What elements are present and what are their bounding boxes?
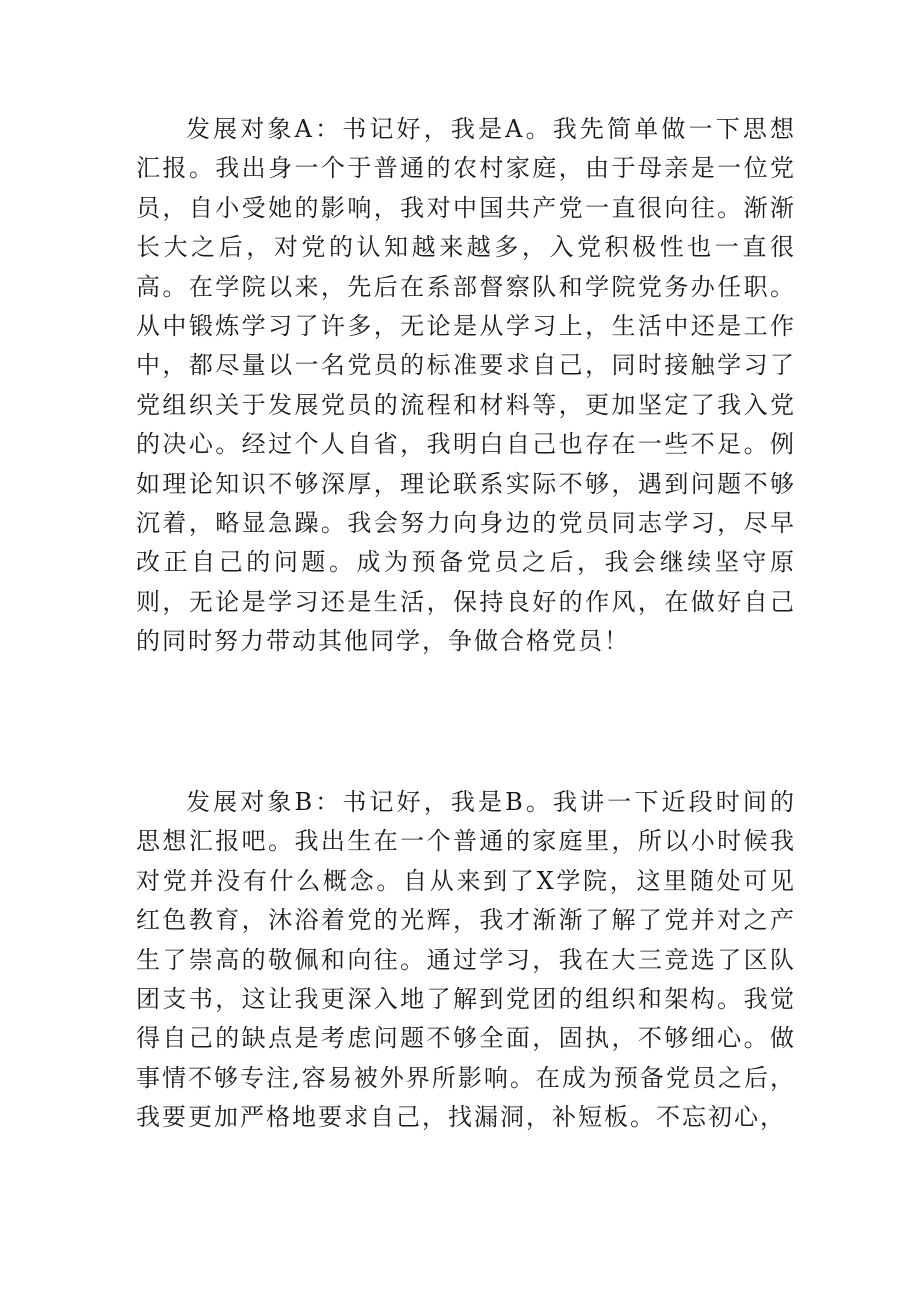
paragraph-development-target-a: 发展对象A：书记好，我是A。我先简单做一下思想汇报。我出身一个于普通的农村家庭，由于母亲是一位党员，自小受她的影响，我对中国共产党一直很向往。渐渐长大之后，对党的认知越来越多，入党积极性也一直很高。在学院以来，先后在系部督察队和学院党务办任职。从中锻炼学习了许多，无论是从学习上，生活中还是工作中，都尽量以一名党员的标准要求自己，同时接触学习了党组织关于发展党员的流程和材料等，更加坚定了我入党的决心。经过个人自省，我明白自己也存在一些不足。例如理论知识不够深厚，理论联系实际不够，遇到问题不够沉着，略显急躁。我会努力向身边的党员同志学习，尽早改正自己的问题。成为预备党员之后，我会继续坚守原则，无论是学习还是生活，保持良好的作风，在做好自己的同时努力带动其他同学，争做合格党员！ bbox=[136, 115, 796, 656]
paragraph-development-target-b: 发展对象B：书记好，我是B。我讲一下近段时间的思想汇报吧。我出生在一个普通的家庭里，所以小时候我对党并没有什么概念。自从来到了X学院，这里随处可见红色教育，沐浴着党的光辉，我才渐渐了解了党并对之产生了崇高的敬佩和向往。通过学习，我在大三竞选了区队团支书，这让我更深入地了解到党团的组织和架构。我觉得自己的缺点是考虑问题不够全面，固执，不够细心。做事情不够专注,容易被外界所影响。在成为预备党员之后，我要更加严格地要求自己，找漏洞，补短板。不忘初心， bbox=[136, 788, 796, 1132]
